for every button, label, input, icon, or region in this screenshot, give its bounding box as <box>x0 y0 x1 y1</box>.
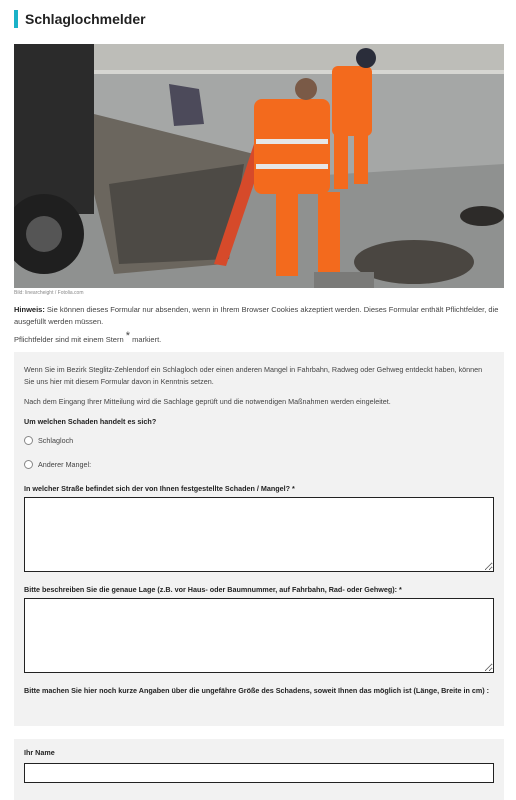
road-repair-photo <box>14 44 504 288</box>
intro-text-1: Wenn Sie im Bezirk Steglitz-Zehlendorf ein Schlagloch oder einen anderen Mangel in Fahrbahn, Radweg oder Gehweg entdeckt haben, können Sie uns hier mit diesem Formular davon in Kenntnis setzen. <box>24 365 483 386</box>
header-photo <box>14 44 504 288</box>
radio-schlagloch[interactable] <box>24 436 33 445</box>
location-label: Bitte beschreiben Sie die genaue Lage (z.B. vor Haus- oder Baumnummer, auf Fahrbahn, Rad- oder Gehweg): * <box>24 585 402 594</box>
option-anderer-mangel[interactable] <box>24 460 91 469</box>
cookie-hint <box>14 304 502 328</box>
name-label: Ihr Name <box>24 748 55 757</box>
form-panel <box>14 352 504 726</box>
damage-question: Um welchen Schaden handelt es sich? <box>24 417 157 426</box>
photo-caption: Bild: linearcheight / Fotolia.com <box>14 290 84 296</box>
option-schlagloch[interactable] <box>24 436 73 445</box>
hint-text: Sie können dieses Formular nur absenden, wenn in Ihrem Browser Cookies akzeptiert werden. Dieses Formular enthält Pflichtfelder, die ausgefüllt werden müssen. <box>14 305 499 326</box>
required-fields-note <box>14 330 162 345</box>
required-note-before: Pflichtfelder sind mit einem Stern <box>14 335 126 344</box>
page-title: Schlaglochmelder <box>14 10 146 28</box>
required-star: * <box>125 330 130 342</box>
street-textarea[interactable] <box>24 497 494 572</box>
size-label: Bitte machen Sie hier noch kurze Angaben über die ungefähre Größe des Schadens, soweit Ihnen das möglich ist (Länge, Breite in cm) : <box>24 686 490 695</box>
location-textarea[interactable] <box>24 598 494 673</box>
contact-panel <box>14 739 504 800</box>
required-note-after: markiert. <box>130 335 162 344</box>
name-input[interactable] <box>24 763 494 783</box>
hint-label: Hinweis: <box>14 305 45 314</box>
radio-anderer-mangel[interactable] <box>24 460 33 469</box>
street-label: In welcher Straße befindet sich der von Ihnen festgestellte Schaden / Mangel? * <box>24 484 295 493</box>
option-label-anderer-mangel[interactable]: Anderer Mangel: <box>38 460 92 469</box>
option-label-schlagloch[interactable]: Schlagloch <box>38 436 74 445</box>
intro-text-2: Nach dem Eingang Ihrer Mitteilung wird die Sachlage geprüft und die notwendigen Maßnahmen werden eingeleitet. <box>24 397 391 406</box>
